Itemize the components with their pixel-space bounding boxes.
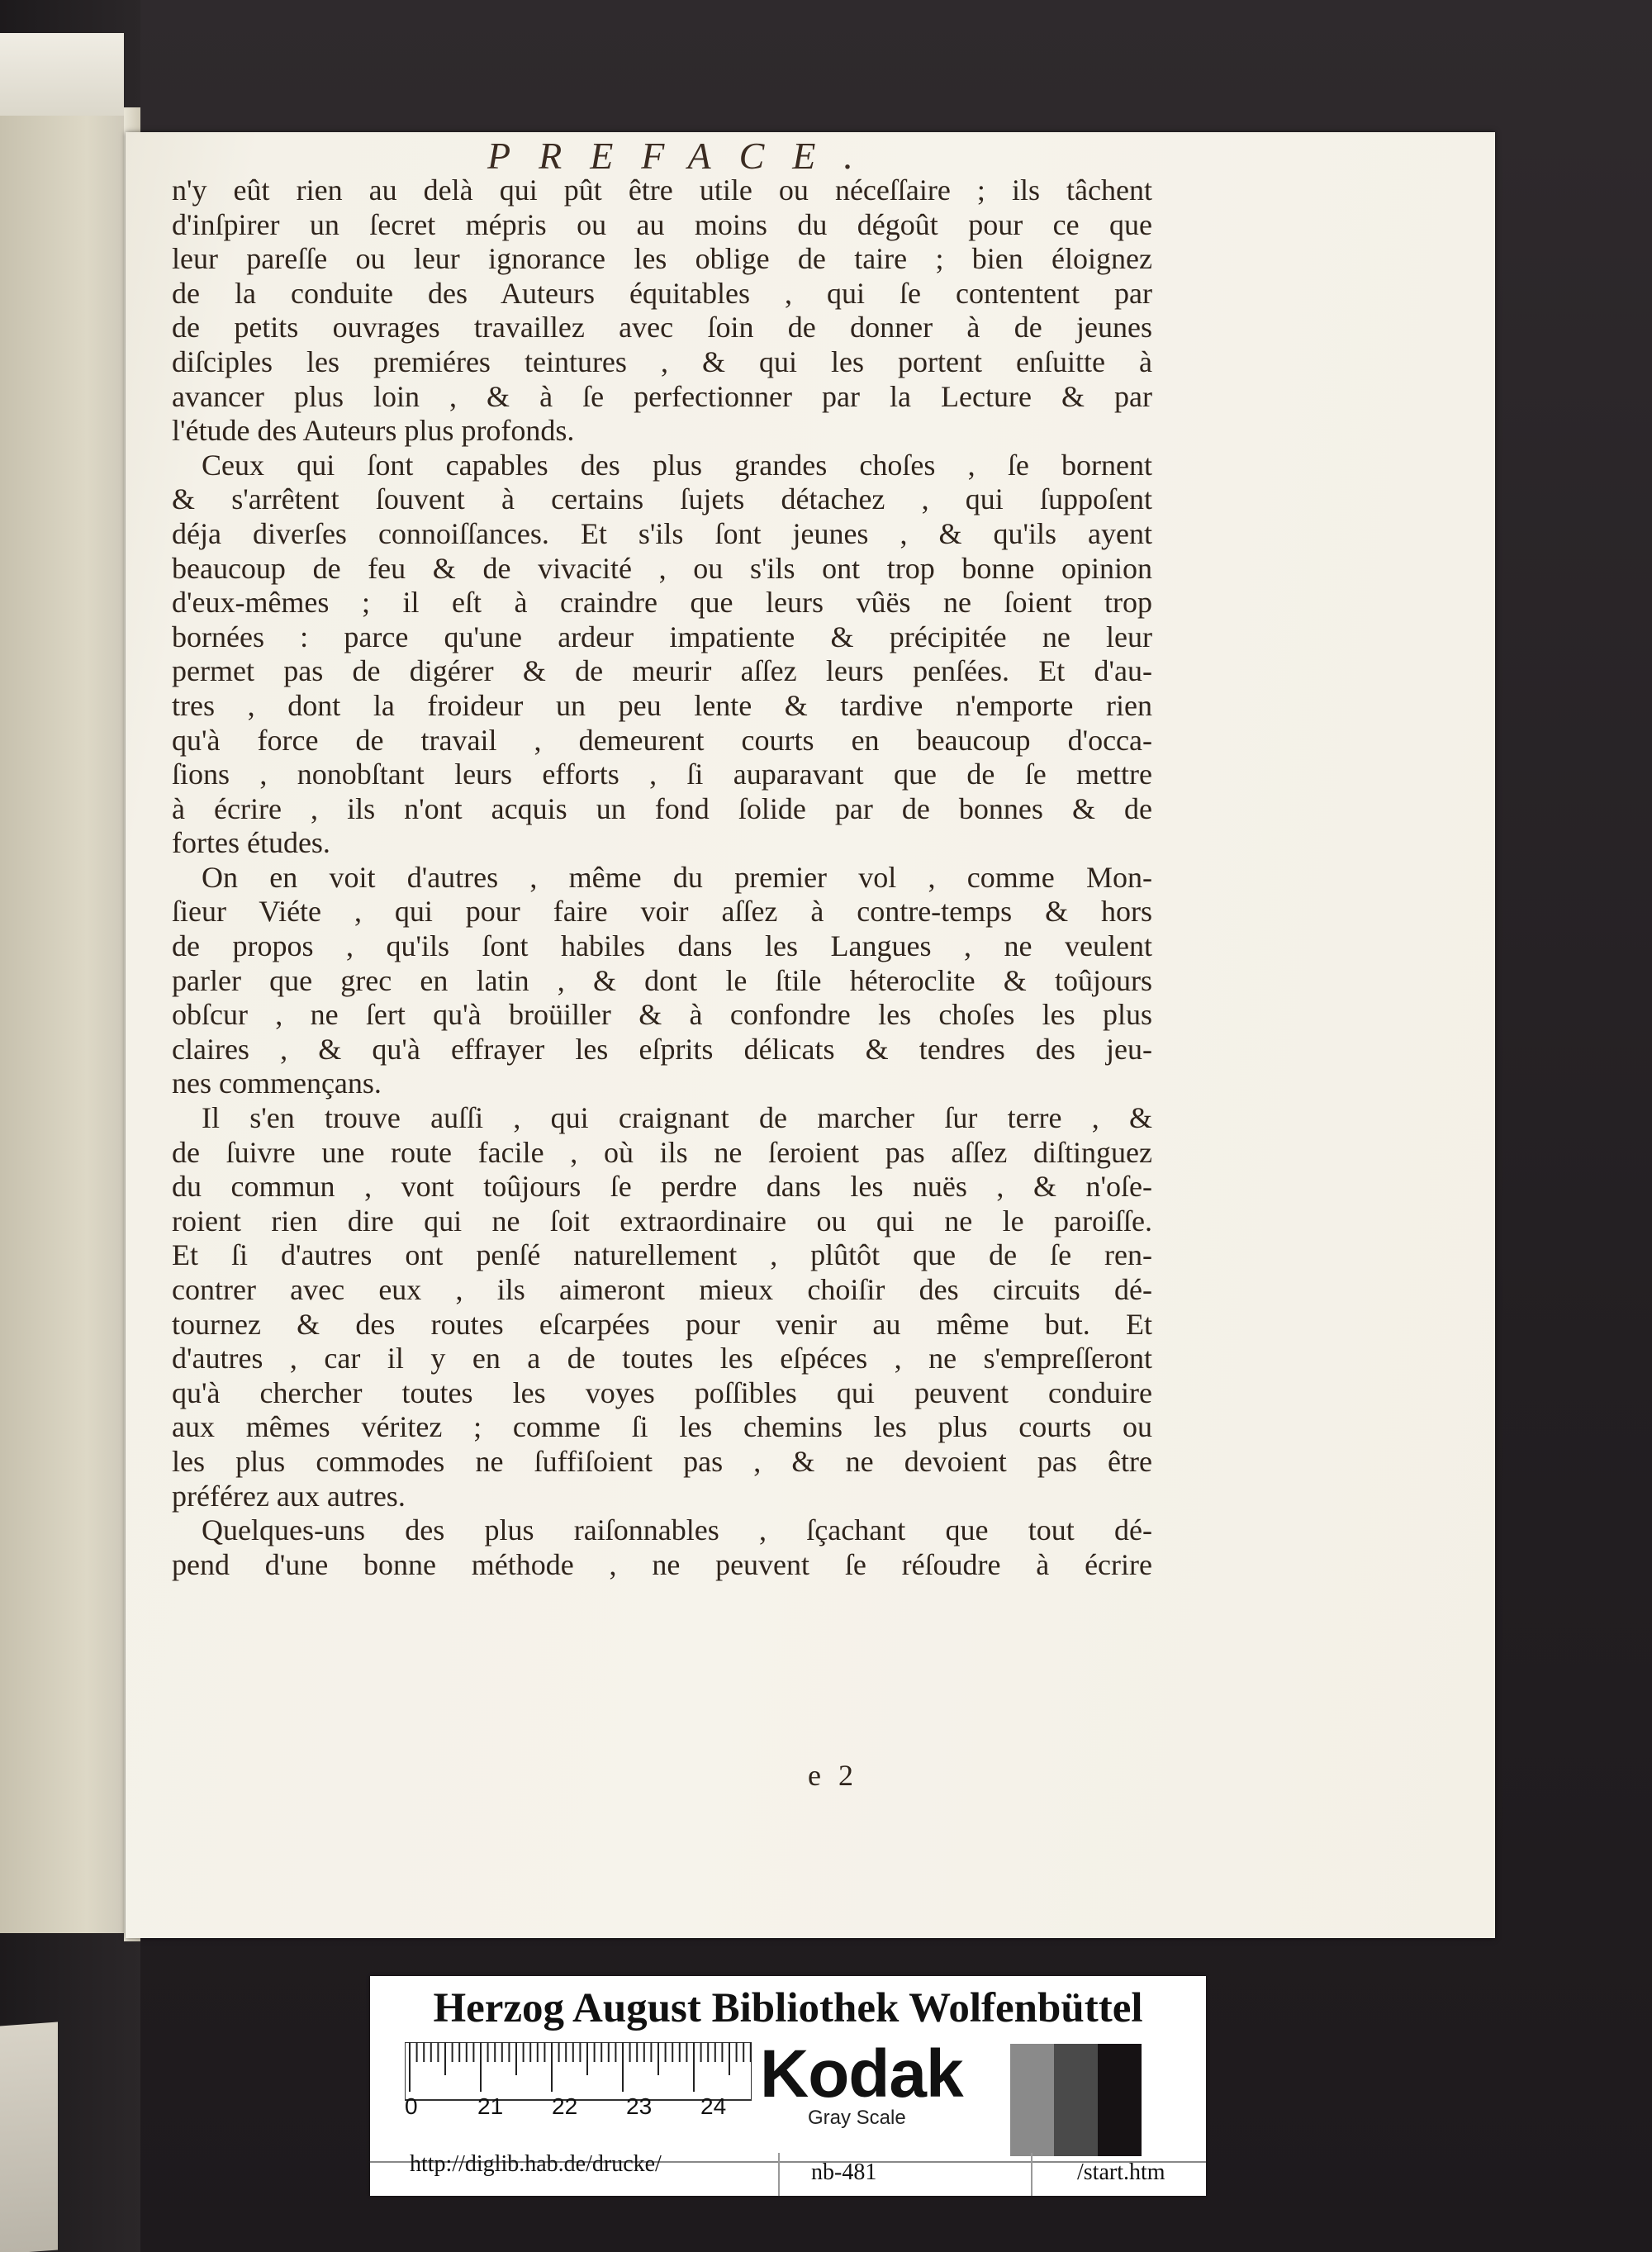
- gray-swatch: [1098, 2044, 1142, 2156]
- text-line: permet pas de digérer & de meurir aſſez leurs penſées. Et d'au-: [172, 654, 1152, 688]
- running-head: PREFACE.: [487, 135, 881, 177]
- text-line: roient rien dire qui ne ſoit extraordinaire ou qui ne le paroiſſe.: [172, 1204, 1152, 1238]
- text-line: obſcur , ne ſert qu'à broüiller & à confondre les choſes les plus: [172, 998, 1152, 1032]
- ruler-scale: [405, 2042, 752, 2133]
- text-line: parler que grec en latin , & dont le ſtile héteroclite & toûjours: [172, 963, 1152, 997]
- text-line: claires , & qu'à effrayer les eſprits délicats & tendres des jeu-: [172, 1032, 1152, 1066]
- text-line: qu'à chercher toutes les voyes poſſibles qui peuvent conduire: [172, 1375, 1152, 1409]
- text-line: & s'arrêtent ſouvent à certains ſujets détachez , qui ſuppoſent: [172, 482, 1152, 516]
- kodak-logo: Kodak: [760, 2036, 963, 2112]
- url-separator: [778, 2153, 780, 2196]
- text-line: bornées : parce qu'une ardeur impatiente & précipitée ne leur: [172, 620, 1152, 653]
- text-line: pend d'une bonne méthode , ne peuvent ſe réſoudre à écrire: [172, 1547, 1152, 1581]
- shelf-label: [0, 2022, 58, 2252]
- glass-plate: [0, 33, 124, 124]
- url-id: nb-481: [811, 2159, 877, 2185]
- text-line: aux mêmes véritez ; comme ſi les chemins les plus courts ou: [172, 1410, 1152, 1444]
- text-line: de la conduite des Auteurs équitables , qui ſe contentent par: [172, 276, 1152, 310]
- text-line: Et ſi d'autres ont penſé naturellement , plûtôt que de ſe ren-: [172, 1238, 1152, 1272]
- gray-scale-label: Gray Scale: [808, 2107, 906, 2129]
- text-line: Ceux qui ſont capables des plus grandes choſes , ſe bornent: [202, 448, 1152, 482]
- text-line: l'étude des Auteurs plus profonds.: [172, 414, 575, 448]
- ruler-number: 24: [700, 2093, 727, 2119]
- text-line: n'y eût rien au delà qui pût être utile ou néceſſaire ; ils tâchent: [172, 173, 1152, 207]
- text-line: d'inſpirer un ſecret mépris ou au moins du dégoût pour ce que: [172, 207, 1152, 241]
- url-separator: [1031, 2153, 1032, 2196]
- ruler-number: 21: [477, 2093, 504, 2119]
- previous-page-edge: [0, 116, 124, 1933]
- text-line: déja diverſes connoiſſances. Et s'ils ſont jeunes , & qu'ils ayent: [172, 516, 1152, 550]
- ruler-number: 22: [552, 2093, 578, 2119]
- text-line: leur pareſſe ou leur ignorance les oblige de taire ; bien éloignez: [172, 242, 1152, 276]
- library-title: Herzog August Bibliothek Wolfenbüttel: [433, 1985, 1143, 2031]
- gray-swatches: [966, 2044, 1142, 2156]
- text-line: avancer plus loin , & à ſe perfectionner par la Lecture & par: [172, 379, 1152, 413]
- url-base: http://diglib.hab.de/drucke/: [410, 2151, 662, 2177]
- text-line: préférez aux autres.: [172, 1479, 406, 1513]
- ruler-number: 23: [626, 2093, 653, 2119]
- text-line: à écrire , ils n'ont acquis un fond ſolide par de bonnes & de: [172, 791, 1152, 825]
- text-line: ſieur Viéte , qui pour faire voir aſſez à contre-temps & hors: [172, 895, 1152, 929]
- text-line: de petits ouvrages travaillez avec ſoin de donner à de jeunes: [172, 311, 1152, 344]
- text-line: tournez & des routes eſcarpées pour venir au même but. Et: [172, 1307, 1152, 1341]
- text-line: fortes études.: [172, 826, 330, 860]
- url-end: /start.htm: [1077, 2159, 1165, 2185]
- text-line: tres , dont la froideur un peu lente & tardive n'emporte rien: [172, 688, 1152, 722]
- text-line: diſciples les premiéres teintures , & qui les portent enſuitte à: [172, 344, 1152, 378]
- gray-swatch: [1010, 2044, 1054, 2156]
- text-line: nes commençans.: [172, 1067, 382, 1100]
- text-line: beaucoup de feu & de vivacité , ou s'ils ont trop bonne opinion: [172, 551, 1152, 585]
- signature-mark: e 2: [808, 1759, 858, 1792]
- text-line: On en voit d'autres , même du premier vol , comme Mon-: [202, 860, 1152, 894]
- body-text: [172, 173, 1152, 1582]
- text-line: du commun , vont toûjours ſe perdre dans les nuës , & n'oſe-: [172, 1170, 1152, 1204]
- text-line: Quelques-uns des plus raiſonnables , ſçachant que tout dé-: [202, 1513, 1152, 1547]
- text-line: qu'à force de travail , demeurent courts en beaucoup d'occa-: [172, 723, 1152, 757]
- text-line: de ſuivre une route facile , où ils ne ſeroient pas aſſez diſtinguez: [172, 1135, 1152, 1169]
- text-line: les plus commodes ne ſuffiſoient pas , & ne devoient pas être: [172, 1444, 1152, 1478]
- gray-swatch: [1054, 2044, 1098, 2156]
- color-target-card: [370, 1976, 1206, 2196]
- text-line: d'eux-mêmes ; il eſt à craindre que leurs vûës ne ſoient trop: [172, 586, 1152, 620]
- text-line: ſions , nonobſtant leurs efforts , ſi auparavant que de ſe mettre: [172, 758, 1152, 791]
- text-line: Il s'en trouve auſſi , qui craignant de marcher ſur terre , &: [202, 1101, 1152, 1135]
- gray-swatch: [966, 2044, 1010, 2156]
- text-line: d'autres , car il y en a de toutes les eſpéces , ne s'empreſſeront: [172, 1342, 1152, 1375]
- ruler-number: 0: [405, 2093, 418, 2119]
- text-line: de propos , qu'ils ſont habiles dans les Langues , ne veulent: [172, 929, 1152, 963]
- text-line: contrer avec eux , ils aimeront mieux choiſir des circuits dé-: [172, 1273, 1152, 1306]
